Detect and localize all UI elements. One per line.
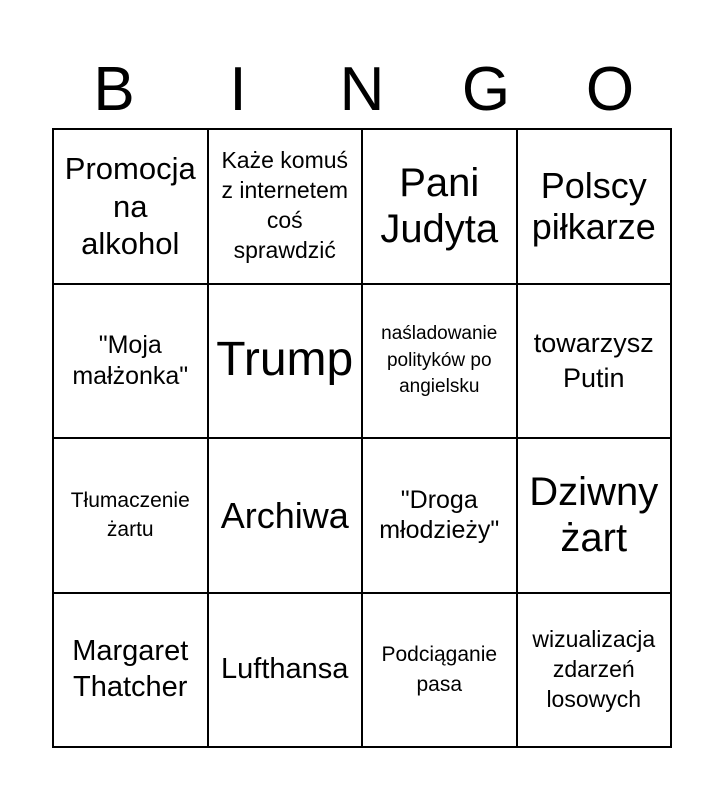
bingo-cell[interactable]: "Droga młodzieży" bbox=[363, 439, 518, 594]
bingo-cell[interactable]: Promocja na alkohol bbox=[54, 130, 209, 285]
header-letter-n: N bbox=[339, 55, 385, 124]
header-letter-g: G bbox=[461, 55, 511, 124]
bingo-header bbox=[52, 52, 672, 128]
header-letter-o: O bbox=[585, 55, 635, 124]
bingo-cell[interactable]: Trump bbox=[209, 285, 364, 440]
bingo-cell[interactable]: towarzysz Putin bbox=[518, 285, 673, 440]
bingo-cell[interactable]: naśladowanie polityków po angielsku bbox=[363, 285, 518, 440]
bingo-cell[interactable]: Archiwa bbox=[209, 439, 364, 594]
bingo-board bbox=[52, 128, 672, 748]
bingo-cell[interactable]: wizualizacja zdarzeń losowych bbox=[518, 594, 673, 749]
bingo-cell[interactable]: Polscy piłkarze bbox=[518, 130, 673, 285]
header-letter-i: I bbox=[229, 55, 247, 124]
header-letter-b: B bbox=[93, 55, 135, 124]
bingo-cell[interactable]: Pani Judyta bbox=[363, 130, 518, 285]
bingo-cell[interactable]: Podciąganie pasa bbox=[363, 594, 518, 749]
bingo-cell[interactable]: Tłumaczenie żartu bbox=[54, 439, 209, 594]
bingo-cell[interactable]: Każe komuś z internetem coś sprawdzić bbox=[209, 130, 364, 285]
bingo-cell[interactable]: Lufthansa bbox=[209, 594, 364, 749]
bingo-cell[interactable]: "Moja małżonka" bbox=[54, 285, 209, 440]
bingo-cell[interactable]: Dziwny żart bbox=[518, 439, 673, 594]
bingo-cell[interactable]: Margaret Thatcher bbox=[54, 594, 209, 749]
